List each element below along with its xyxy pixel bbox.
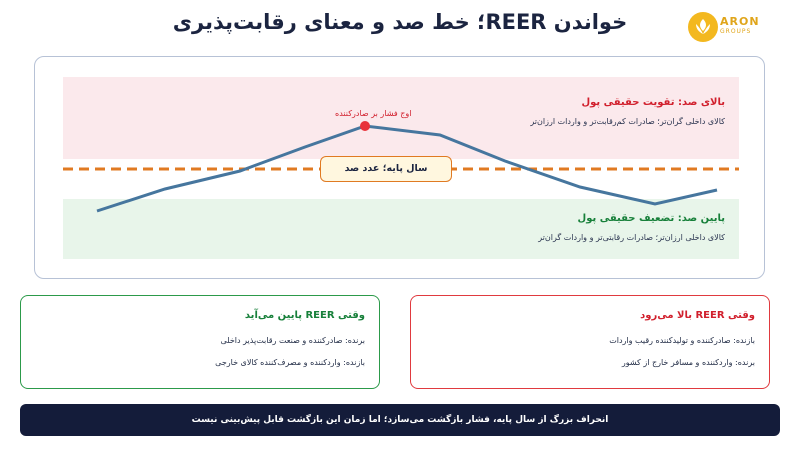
logo-emblem-icon (688, 12, 718, 42)
footer-note: انحراف بزرگ از سال پایه، فشار بازگشت می‌سازد؛ اما زمان این بازگشت قابل پیش‌بینی نیست (20, 404, 780, 436)
reer-up-first: بازنده: صادرکننده و تولیدکننده رقیب واردات (609, 336, 755, 345)
below-description: کالای داخلی ارزان‌تر؛ صادرات رقابتی‌تر و واردات گران‌تر (538, 233, 725, 242)
reer-up-title: وقتی REER بالا می‌رود (640, 310, 755, 321)
brand-logo (690, 12, 770, 46)
peak-point (360, 121, 370, 131)
logo-name: ARON (720, 15, 760, 28)
above-heading: بالای صد: تقویت حقیقی پول (581, 97, 725, 108)
reer-diagram (34, 56, 765, 279)
reer-down-title: وقتی REER پایین می‌آید (244, 310, 365, 321)
logo-sub: GROUPS (720, 28, 752, 35)
below-heading: پایین صد: تضعیف حقیقی پول (577, 213, 725, 224)
above-description: کالای داخلی گران‌تر؛ صادرات کم‌رقابت‌تر و واردات ارزان‌تر (530, 117, 725, 126)
page-title: خواندن REER؛ خط صد و معنای رقابت‌پذیری (172, 10, 628, 34)
peak-label: اوج فشار بر صادرکننده (335, 109, 412, 118)
reer-down-card (20, 295, 380, 389)
reer-up-card (410, 295, 770, 389)
reer-up-second: برنده: واردکننده و مسافر خارج از کشور (621, 358, 755, 367)
base-year-label: سال پایه؛ عدد صد (320, 156, 452, 182)
reer-down-loser: بازنده: واردکننده و مصرف‌کننده کالای خارجی (215, 358, 365, 367)
reer-down-winner: برنده: صادرکننده و صنعت رقابت‌پذیر داخلی (220, 336, 365, 345)
